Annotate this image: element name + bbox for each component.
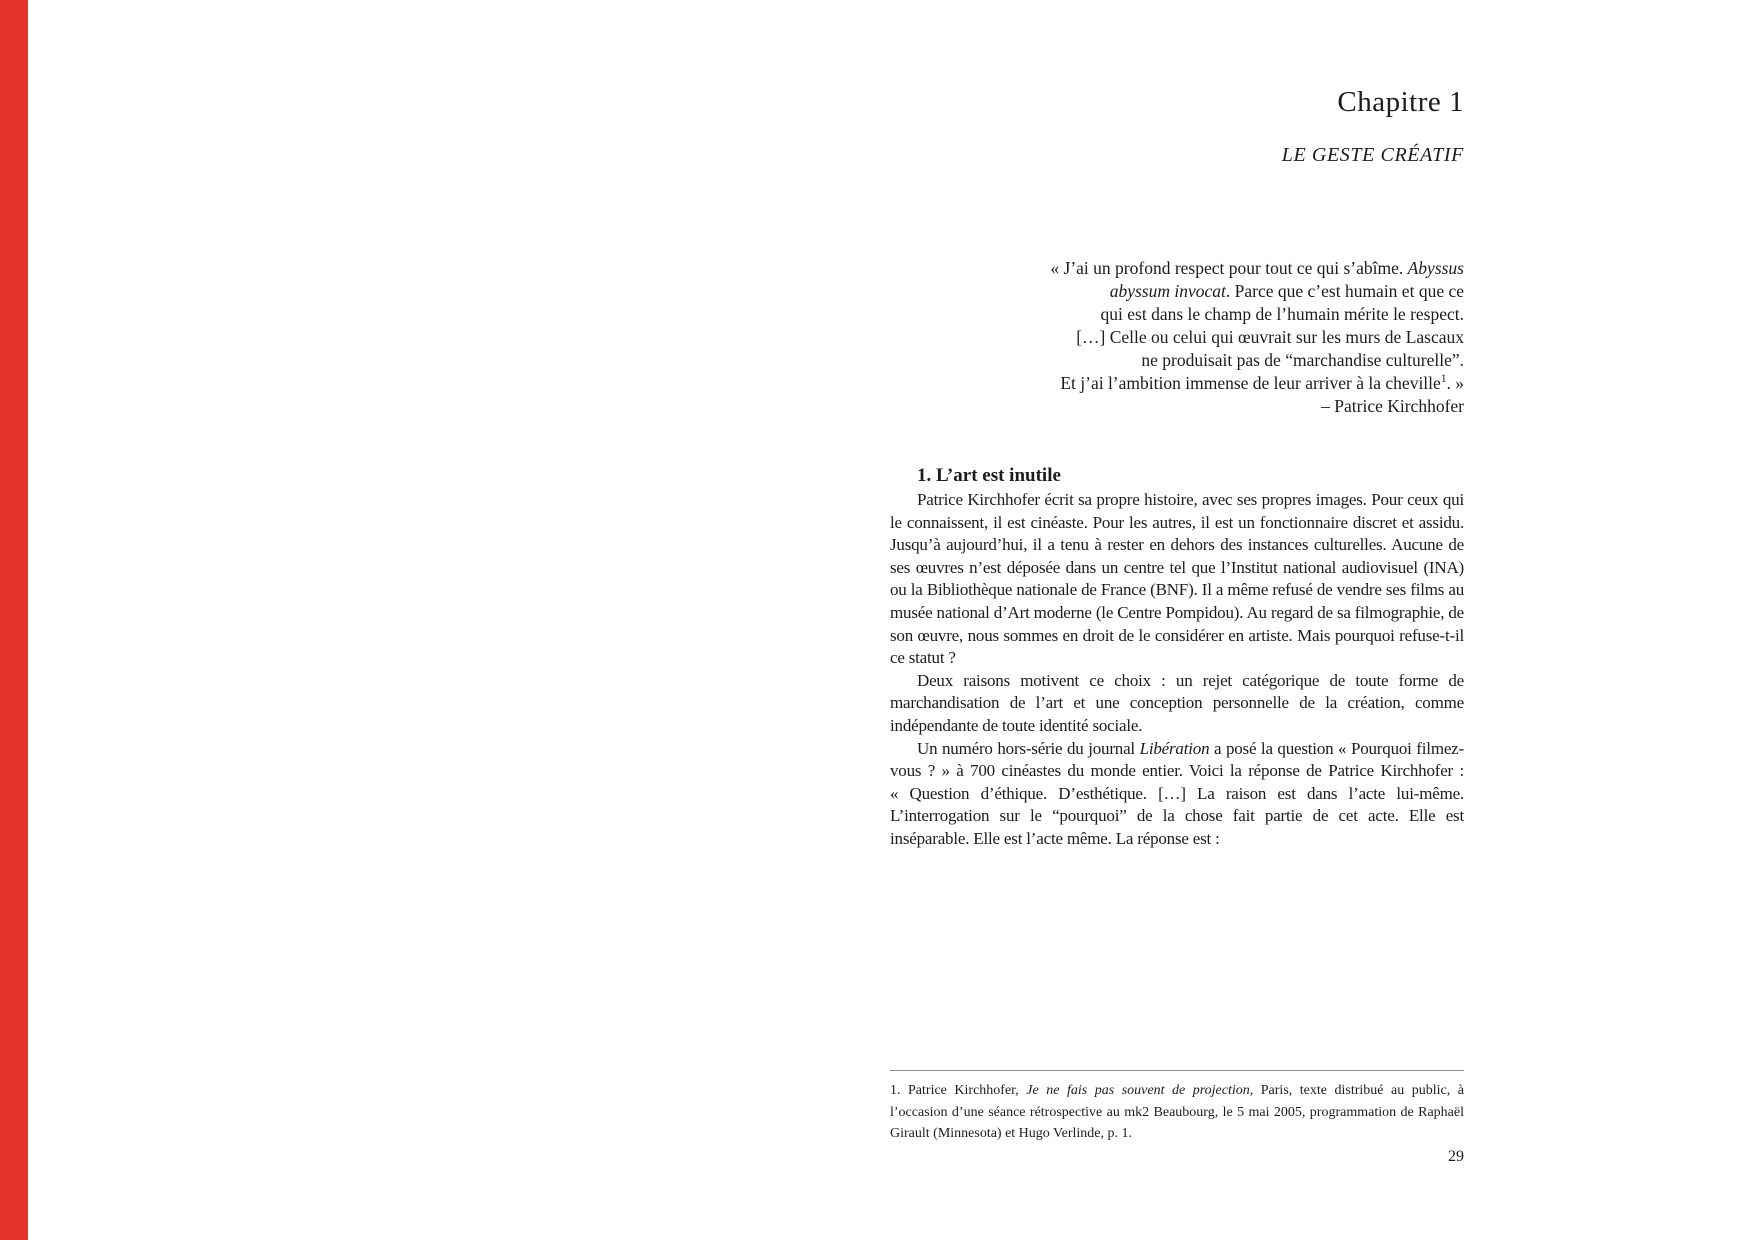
epigraph-line — [890, 349, 1464, 372]
text-segment: Patrice Kirchhofer écrit sa propre histoire, avec ses propres images. Pour ceux qui le connaissent, il est cinéaste. Pour les autres, il est un fonctionnaire discret et assidu. Jusqu’à aujourd’hui, il a tenu à rester en dehors des instances culturelles. Aucune de ses œuvres n’est déposée dans un centre tel que l’Institut national audiovisuel (INA) ou la Bibliothèque nationale de France (BNF). Il a même refusé de vendre ses films au musée national d’Art moderne (le Centre Pompidou). Au regard de sa filmographie, de son œuvre, nous sommes en droit de le considérer en artiste. Mais pourquoi refuse-t-il ce statut ? — [890, 490, 1464, 668]
text-segment: abyssum invocat — [1109, 281, 1226, 301]
text-segment: Deux raisons motivent ce choix : un rejet catégorique de toute forme de marchandisation de l’art et une conception personnelle de la création, comme indépendante de toute identité sociale. — [890, 670, 1464, 735]
epigraph-line — [890, 372, 1464, 395]
footnote-divider — [890, 1070, 1464, 1071]
left-edge-red-bar — [0, 0, 28, 1240]
epigraph-quote — [890, 257, 1464, 418]
body-paragraph — [890, 670, 1464, 738]
epigraph-line — [890, 395, 1464, 418]
text-segment: . Parce que c’est humain et que ce — [1225, 281, 1464, 301]
text-segment: Libération — [1139, 738, 1210, 758]
text-segment: a posé la question « Pourquoi filmez-vous ? » à 700 cinéastes du monde entier. Voici la réponse de Patrice Kirchhofer : « Question d’éthique. D’esthétique. […] La raison est dans l’acte lui-même. L’interrogation sur le “pourquoi” de la chose fait partie de cet acte. Elle est inséparable. Elle est l’acte même. La réponse est : — [890, 738, 1464, 848]
text-segment: . » — [1446, 373, 1464, 393]
chapter-subtitle: LE GESTE CRÉATIF — [1281, 144, 1464, 166]
text-segment: 1. Patrice Kirchhofer, — [890, 1083, 1027, 1098]
footnote — [890, 1080, 1464, 1145]
page-number: 29 — [1448, 1148, 1464, 1165]
section-heading: 1. L’art est inutile — [917, 465, 1061, 486]
text-segment: « J’ai un profond respect pour tout ce qui s’abîme. — [1050, 258, 1408, 278]
epigraph-line — [890, 326, 1464, 349]
text-segment: Abyssus — [1407, 258, 1464, 278]
chapter-title: Chapitre 1 — [1337, 86, 1464, 118]
text-segment: ne produisait pas de “marchandise culturelle”. — [1141, 350, 1464, 370]
body-text — [890, 489, 1464, 851]
text-segment: qui est dans le champ de l’humain mérite le respect. — [1100, 304, 1464, 324]
book-page — [890, 0, 1464, 1240]
text-segment: , Paris, texte distribué au public, à l’occasion d’une séance rétrospective au mk2 Beaubourg, le 5 mai 2005, programmation de Raphaël Girault (Minnesota) et Hugo Verlinde, p. 1. — [890, 1083, 1464, 1141]
text-segment: Et j’ai l’ambition immense de leur arriver à la cheville — [1060, 373, 1441, 393]
epigraph-line — [890, 303, 1464, 326]
epigraph-line — [890, 280, 1464, 303]
text-segment: Je ne fais pas souvent de projection — [1026, 1083, 1250, 1098]
text-segment: 1 — [1440, 373, 1447, 386]
epigraph-line — [890, 257, 1464, 280]
body-paragraph — [890, 738, 1464, 851]
text-segment: […] Celle ou celui qui œuvrait sur les murs de Lascaux — [1076, 327, 1464, 347]
text-segment: Un numéro hors-série du journal — [917, 738, 1140, 758]
text-segment: – Patrice Kirchhofer — [1321, 396, 1464, 416]
body-paragraph — [890, 489, 1464, 670]
